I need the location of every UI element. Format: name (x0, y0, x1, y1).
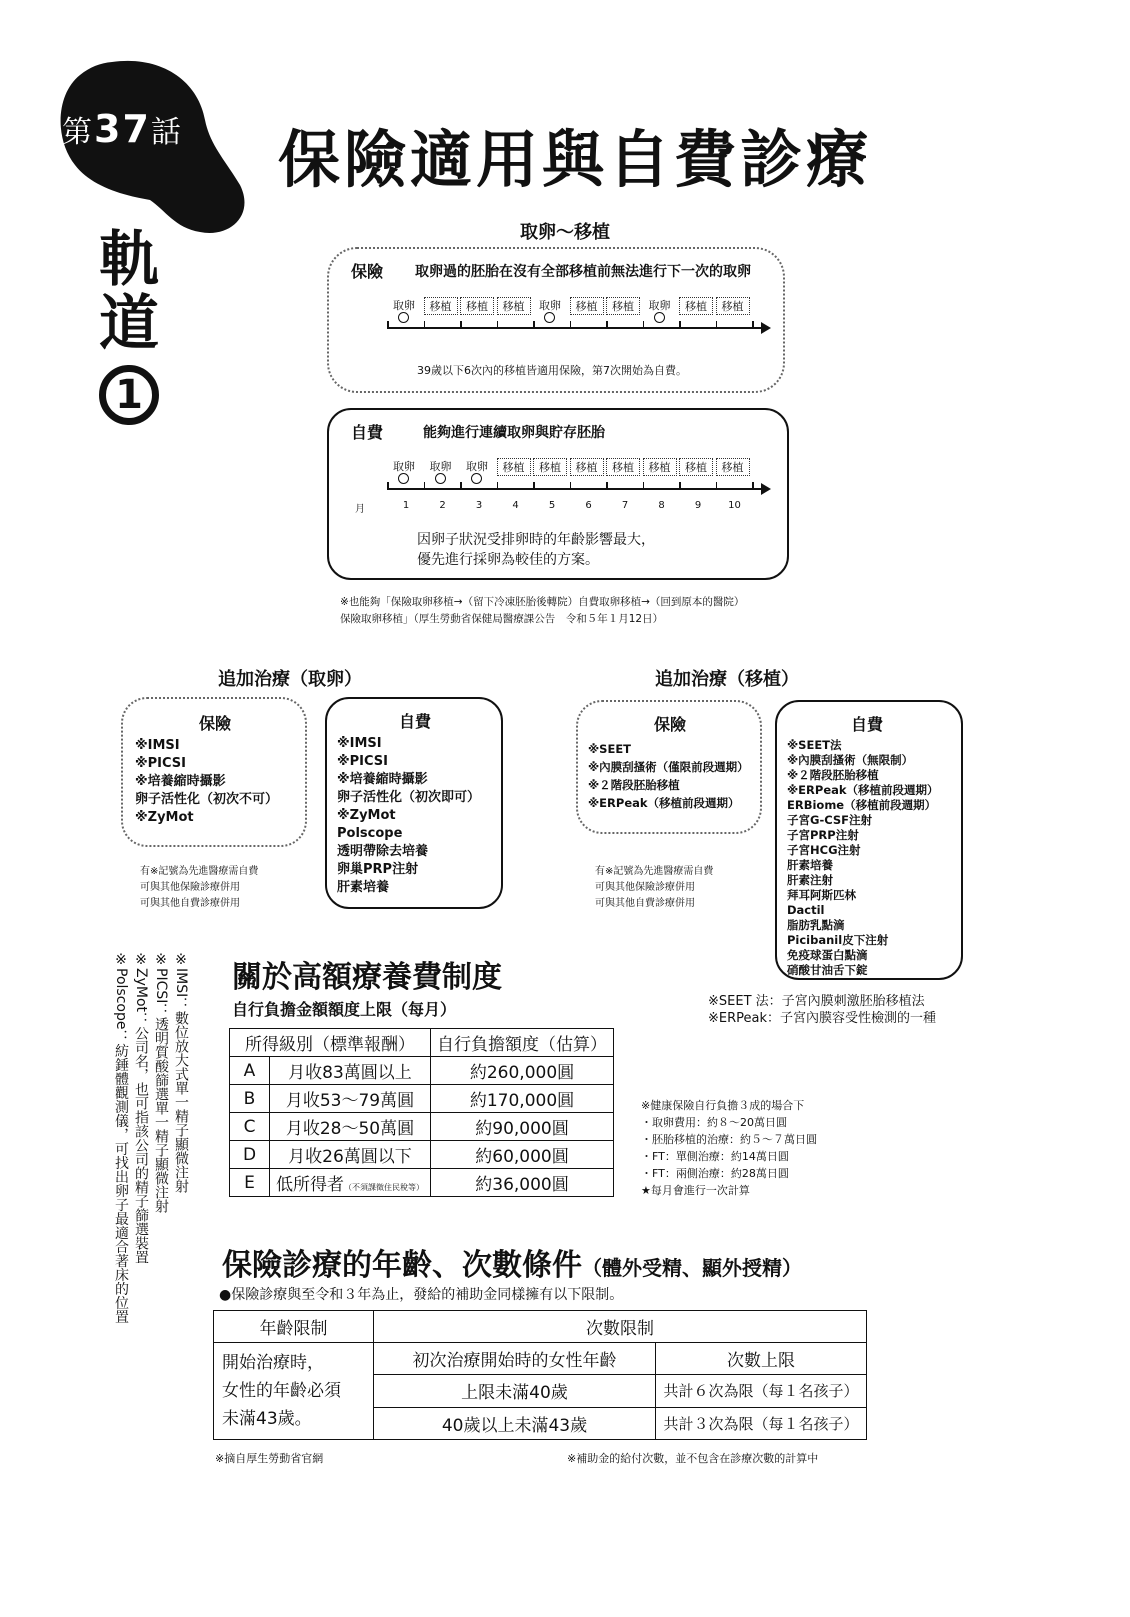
table-row (230, 1057, 614, 1085)
grade-cell: A (230, 1057, 270, 1085)
timeline-tick (497, 321, 499, 329)
treatment-item: ※PICSI (135, 756, 186, 771)
month-number: 1 (402, 500, 410, 511)
note-line: 有※記號為先進醫療需自費 (595, 866, 714, 877)
insurance-timeline (387, 297, 777, 347)
addon-transfer-heading: 追加治療（移植） (655, 669, 799, 690)
egg-retrieval-icon (398, 312, 409, 323)
footer-note: ※補助金的給付次數，並不包含在診療次數的計算中 (567, 1452, 819, 1465)
income-text: 月收53～79萬圓 (285, 1091, 415, 1111)
treatment-item: ※IMSI (135, 738, 180, 753)
income-text: 月收28～50萬圓 (285, 1119, 415, 1139)
cost-note-line: ・FT：單側治療：約14萬日圓 (641, 1150, 789, 1163)
page-title: 保險適用與自費診療 (278, 123, 873, 196)
treatment-item: ※２階段胚胎移植 (588, 778, 680, 792)
high-cost-subtitle: 自行負擔金額額度上限（每月） (232, 1000, 457, 1019)
table-row (230, 1141, 614, 1169)
egg-retrieval-icon (544, 312, 555, 323)
amount-cell: 約36,000圓 (431, 1169, 614, 1197)
timeline-tick (460, 482, 462, 490)
timeline-step: 移植 (460, 297, 494, 315)
note-line: 可與其他保險診療併用 (140, 882, 240, 893)
addon-transfer-insurance-box: 保險 ※SEET ※內膜刮搔術（僅限前段週期） ※２階段胚胎移植 ※ERPeak（移植前段週期） (576, 700, 762, 834)
month-number: 2 (439, 500, 446, 511)
selfpay-retrieval-box: 自費 能夠進行連續取卵與貯存胚胎 取卵 取卵 取卵 移植 移植 移植 移植 移植 移植 移植 月 1 2 3 4 5 6 7 8 9 10 因卵子狀況受排卵時的年齡影響最大， 優先進行採卵為較佳的方案。 (327, 408, 789, 580)
addon-retrieval-note (140, 864, 258, 912)
income-note: （不須課徵住民稅等） (344, 1183, 424, 1192)
side-heading: 軌 道 1 (94, 228, 164, 425)
timeline-tick (570, 482, 572, 490)
treatment-item: Polscope (337, 826, 403, 841)
treatment-item: ERBiome（移植前段週期） (787, 798, 937, 812)
timeline-tick (643, 321, 645, 329)
treatment-item: Dactil (787, 903, 825, 917)
timeline-step: 移植 (497, 297, 531, 315)
cost-note-line: ★每月會進行一次計算 (641, 1184, 750, 1197)
timeline-step: 取卵 (466, 460, 488, 473)
timeline-tick (533, 321, 535, 329)
month-number: 6 (585, 500, 592, 511)
treatment-item: ※培養縮時攝影 (337, 772, 428, 787)
note-line: 可與其他保險診療併用 (595, 882, 695, 893)
treatment-item: ※ERPeak（移植前段週期） (787, 783, 939, 797)
timeline-tick (497, 482, 499, 490)
amount-cell: 約60,000圓 (431, 1141, 614, 1169)
treatment-item: ※SEET法 (787, 738, 842, 752)
timeline-step: 移植 (606, 297, 640, 315)
timeline-tick (387, 321, 389, 329)
grade-cell: D (230, 1141, 270, 1169)
treatment-item: Picibanil皮下注射 (787, 933, 889, 947)
timeline-step: 移植 (497, 458, 531, 476)
timeline-step: 移植 (716, 297, 750, 315)
timeline-tick (679, 321, 681, 329)
timeline-step: 取卵 (393, 299, 415, 312)
income-text: 月收26萬圓以下 (288, 1147, 412, 1167)
timeline-axis (387, 488, 767, 490)
cost-note-line: ・胚胎移植的治療：約５～７萬日圓 (641, 1133, 817, 1146)
cost-note-line: ・取卵費用：約８～20萬日圓 (641, 1116, 787, 1129)
month-number: 7 (621, 500, 629, 511)
treatment-item: 透明帶除去培養 (337, 844, 429, 859)
timeline-tick (716, 482, 718, 490)
egg-retrieval-icon (471, 473, 482, 484)
treatment-item: ※ZyMot (135, 810, 194, 825)
vertical-definitions: ※IMSI：數位放大式單一精子顯微注射 ※PICSI：透明質酸篩選單一精子顯微注射 ※ZyMot：公司名，也可指該公司的精子篩選裝置 ※Polscope：紡錘體觀測儀，可找出卵子最適合著床的位置 (113, 952, 189, 1324)
treatment-item: ※２階段胚胎移植 (787, 768, 879, 782)
month-label: 月 (355, 504, 365, 515)
timeline-tick (424, 482, 426, 490)
addon-retrieval-selfpay-box: 自費 ※IMSI ※PICSI ※培養縮時攝影 卵子活性化（初次即可） ※ZyMot Polscope 透明帶除去培養 卵巢PRP注射 肝素培養 (325, 697, 503, 909)
timeline-step: 移植 (533, 458, 567, 476)
insurance-retrieval-box: 保險 取卵過的胚胎在沒有全部移植前無法進行下一次的取卵 取卵 移植 移植 移植 取卵 移植 移植 取卵 移植 移植 39歲以下6次內的移植皆適用保險，第7次開始為自費。 (327, 247, 785, 393)
amount-cell: 約260,000圓 (431, 1057, 614, 1085)
egg-retrieval-icon (654, 312, 665, 323)
income-cell (270, 1085, 431, 1113)
footer-source: ※摘自厚生勞動省官網 (215, 1452, 324, 1465)
timeline-tick (533, 482, 535, 490)
note-line: 有※記號為先進醫療需自費 (140, 866, 259, 877)
retrieval-heading: 取卵～移植 (520, 222, 610, 243)
income-cell (270, 1057, 431, 1085)
high-cost-title: 關於高額療養費制度 (232, 960, 502, 995)
retrieval-footnote: ※也能夠「保險取卵移植→（留下冷凍胚胎後轉院）自費取卵移植→（回到原本的醫院） 保險取卵移植」（厚生勞動省保健局醫療課公告 令和５年１月12日） (340, 596, 745, 625)
timeline-arrow-icon (761, 483, 771, 495)
timeline-arrow-icon (761, 322, 771, 334)
age-limits-intro: ●保險診療與至令和３年為止，發給的補助金同樣擁有以下限制。 (219, 1287, 624, 1303)
timeline-tick (606, 482, 608, 490)
treatment-item: 子宮G-CSF注射 (787, 813, 873, 827)
selfpay-timeline (355, 458, 777, 522)
timeline-step: 移植 (716, 458, 750, 476)
timeline-tick (570, 321, 572, 329)
month-number: 8 (658, 500, 665, 511)
income-text: 低所得者 (276, 1175, 344, 1195)
income-text: 月收83萬圓以上 (288, 1063, 412, 1083)
egg-retrieval-icon (398, 473, 409, 484)
month-number: 10 (728, 500, 741, 511)
treatment-item: 肝素培養 (787, 858, 833, 872)
high-cost-table: 所得級別（標準報酬） 自行負擔額度（估算） A 月收83萬圓以上 約260,000圓 B 月收53～79萬圓 約170,000圓 C 月收28～50萬圓 約90,000圓 D 月收26萬圓以下 約60,000圓 E 低所得者（不須課徵住民稅等） 約36,000圓 (229, 1028, 614, 1197)
treatment-item: 子宮HCG注射 (787, 843, 861, 857)
timeline-tick (679, 482, 681, 490)
circled-number: 1 (99, 365, 159, 425)
timeline-step: 移植 (679, 458, 713, 476)
table-row (230, 1169, 614, 1197)
treatment-item: 卵子活性化（初次不可） (135, 792, 279, 807)
month-number: 4 (512, 500, 519, 511)
income-cell (270, 1169, 431, 1197)
timeline-step: 移植 (570, 458, 604, 476)
table-row (230, 1085, 614, 1113)
grade-cell: B (230, 1085, 270, 1113)
timeline-tick (643, 482, 645, 490)
cost-note-line: ※健康保險自行負擔３成的場合下 (641, 1099, 805, 1112)
amount-cell: 約90,000圓 (431, 1113, 614, 1141)
treatment-item: ※IMSI (337, 736, 382, 751)
treatment-item: ※ZyMot (337, 808, 396, 823)
treatment-item: ※內膜刮搔術（無限制） (787, 753, 914, 767)
timeline-step: 取卵 (539, 299, 561, 312)
table-row (230, 1113, 614, 1141)
age-limits-table: 年齡限制 次數限制 開始治療時， 女性的年齡必須 未滿43歲。 初次治療開始時的女性年齡 次數上限 上限未滿40歲 共計６次為限（每１名孩子） 40歲以上未滿43歲 共計３次為限（每１名孩子） (213, 1310, 867, 1440)
age-limits-title: 保險診療的年齡、次數條件（體外受精、顯外授精） (222, 1248, 802, 1283)
addon-retrieval-insurance-box: 保險 ※IMSI ※PICSI ※培養縮時攝影 卵子活性化（初次不可） ※ZyMot (121, 697, 307, 847)
timeline-axis (387, 327, 767, 329)
egg-retrieval-icon (435, 473, 446, 484)
treatment-item: 硝酸甘油舌下錠 (787, 963, 868, 977)
addon-transfer-selfpay-box: 自費 ※SEET法 ※內膜刮搔術（無限制） ※２階段胚胎移植 ※ERPeak（移植前段週期） ERBiome（移植前段週期） 子宮G-CSF注射 子宮PRP注射 子宮HCG注射 肝素培養 肝素注射 拜耳阿斯匹林 Dactil 脂肪乳點滴 Picibanil皮下注射 免疫球蛋白點滴 硝酸甘油舌下錠 (775, 700, 963, 980)
treatment-item: ※SEET (588, 742, 632, 756)
high-cost-notes (641, 1097, 817, 1199)
amount-cell: 約170,000圓 (431, 1085, 614, 1113)
treatment-item: 子宮PRP注射 (787, 828, 859, 842)
addon-transfer-note (595, 864, 713, 912)
timeline-step: 移植 (570, 297, 604, 315)
treatment-item: ※PICSI (337, 754, 388, 769)
treatment-item: ※培養縮時攝影 (135, 774, 226, 789)
note-line: 可與其他自費診療併用 (140, 898, 240, 909)
timeline-tick (752, 321, 754, 329)
treatment-item: 肝素注射 (787, 873, 833, 887)
treatment-item: 拜耳阿斯匹林 (787, 888, 856, 902)
income-cell (270, 1141, 431, 1169)
timeline-step: 移植 (643, 458, 677, 476)
treatment-item: ※ERPeak（移植前段週期） (588, 796, 740, 810)
timeline-step: 移植 (424, 297, 458, 315)
treatment-item: 卵子活性化（初次即可） (337, 790, 481, 805)
timeline-step: 移植 (679, 297, 713, 315)
month-number: 3 (475, 500, 483, 511)
treatment-item: 脂肪乳點滴 (787, 918, 845, 932)
timeline-tick (716, 321, 718, 329)
timeline-step: 取卵 (648, 299, 671, 312)
timeline-tick (387, 482, 389, 490)
timeline-tick (424, 321, 426, 329)
treatment-item: ※內膜刮搔術（僅限前段週期） (588, 760, 749, 774)
timeline-tick (752, 482, 754, 490)
month-number: 9 (694, 500, 702, 511)
grade-cell: E (230, 1169, 270, 1197)
transfer-definitions: ※SEET 法：子宮內膜刺激胚胎移植法 ※ERPeak：子宮內膜容受性檢測的一種 (708, 994, 937, 1026)
income-cell (270, 1113, 431, 1141)
timeline-step: 移植 (606, 458, 640, 476)
note-line: 可與其他自費診療併用 (595, 898, 695, 909)
timeline-tick (460, 321, 462, 329)
cost-note-line: ・FT：兩側治療：約28萬日圓 (641, 1167, 789, 1180)
timeline-step: 取卵 (393, 460, 415, 473)
timeline-step: 取卵 (429, 460, 452, 473)
treatment-item: 卵巢PRP注射 (337, 862, 419, 877)
addon-retrieval-heading: 追加治療（取卵） (218, 669, 362, 690)
month-number: 5 (548, 500, 556, 511)
treatment-item: 免疫球蛋白點滴 (787, 948, 868, 962)
timeline-tick (606, 321, 608, 329)
treatment-item: 肝素培養 (337, 880, 390, 895)
grade-cell: C (230, 1113, 270, 1141)
chapter-number: 第37話 (62, 107, 183, 151)
